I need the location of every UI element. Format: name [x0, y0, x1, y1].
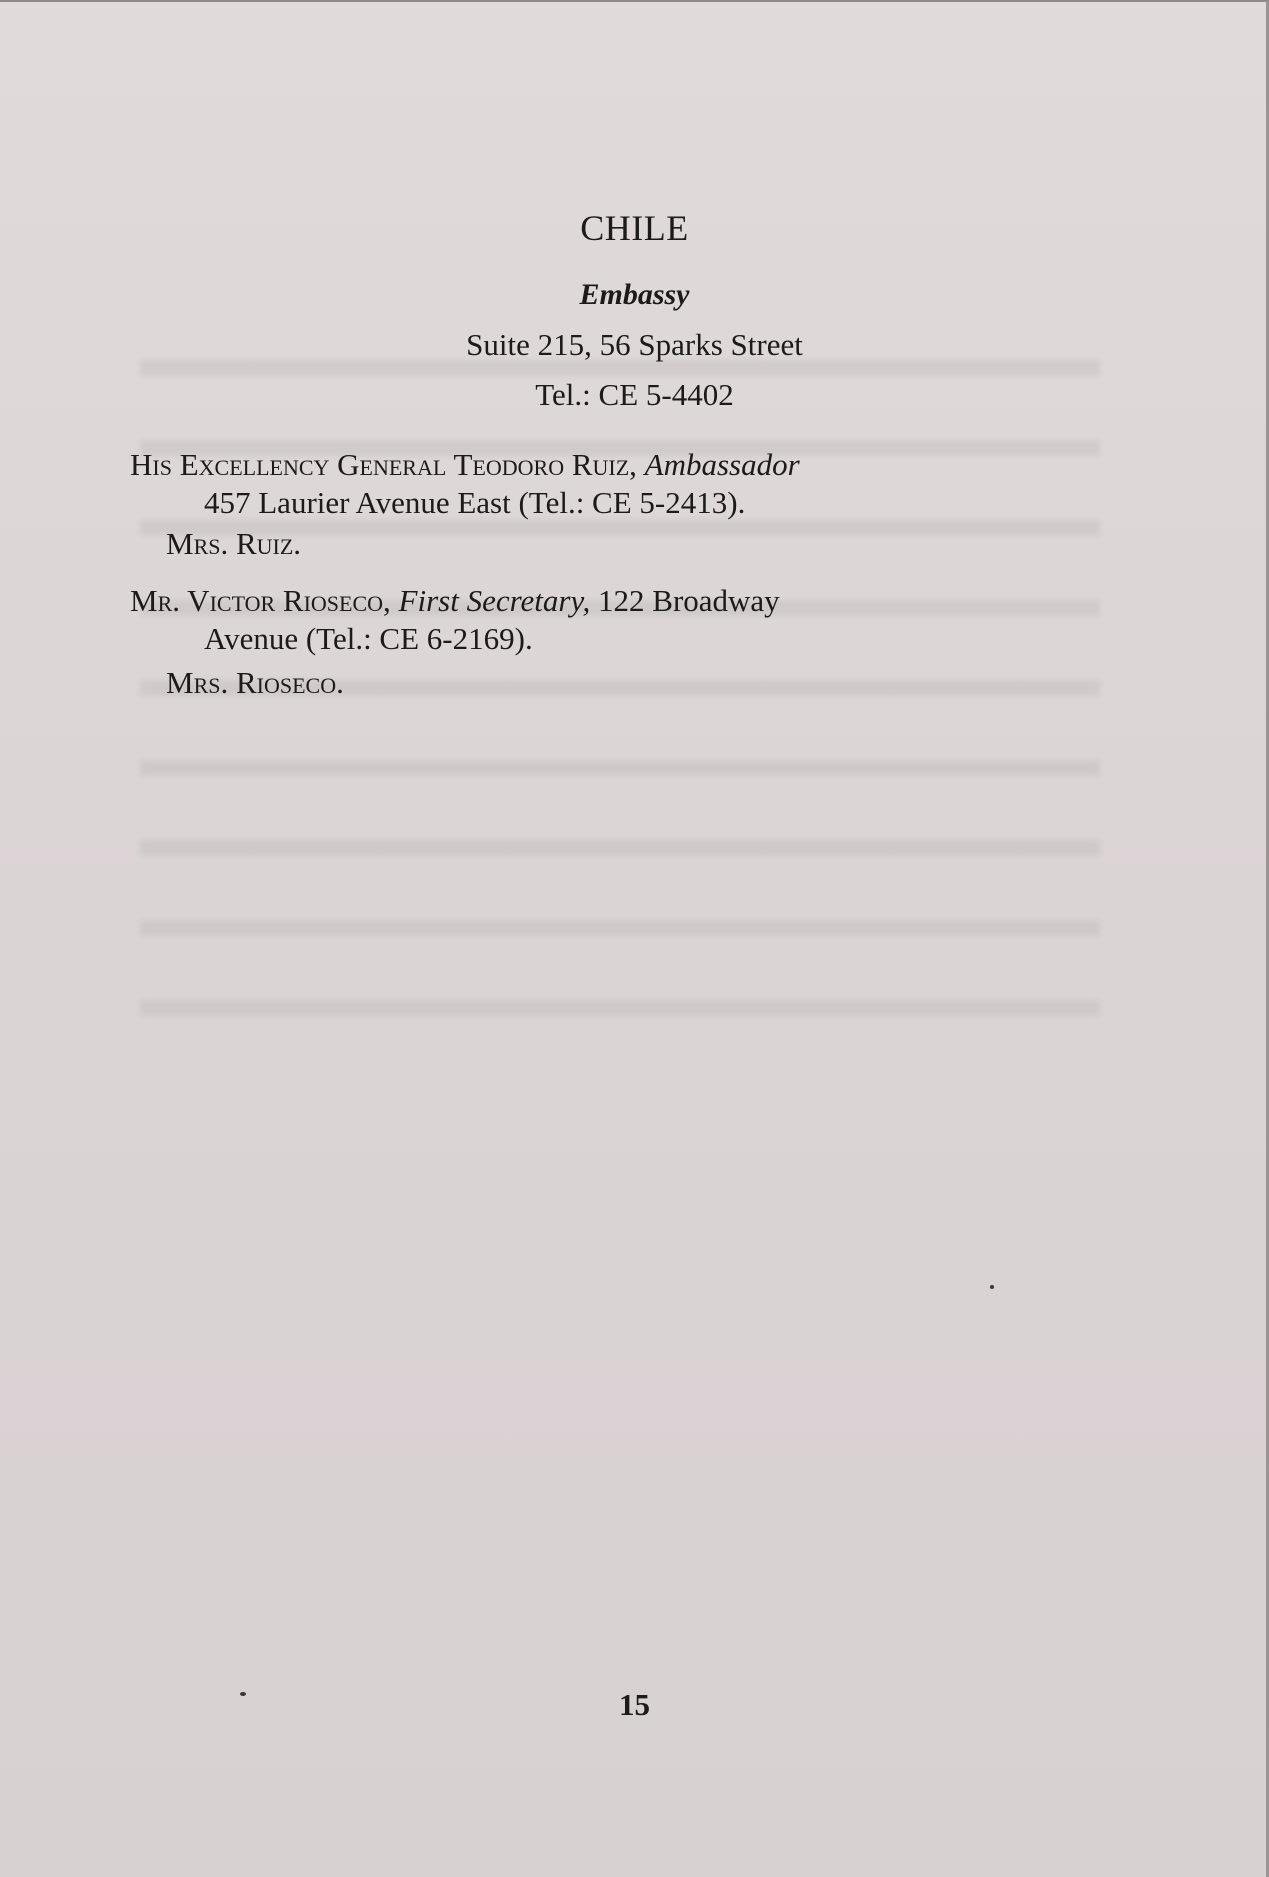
embassy-address: Suite 215, 56 Sparks Street: [466, 327, 803, 362]
entry-first-line: [130, 582, 1080, 620]
paper-speck: [990, 1285, 994, 1289]
entry-first-line: [130, 446, 1080, 484]
person-title: Ambassador: [644, 447, 800, 482]
entry-detail: 457 Laurier Avenue East (Tel.: CE 5-2413).: [204, 485, 746, 520]
person-name: His Excellency General Teodoro Ruiz,: [130, 447, 637, 482]
page-number: 15: [619, 1687, 650, 1722]
person-title: First Secretary,: [398, 583, 591, 618]
entry-detail: Avenue (Tel.: CE 6-2169).: [204, 621, 533, 656]
embassy-telephone: Tel.: CE 5-4402: [535, 377, 734, 412]
spouse-name: Mrs. Ruiz.: [166, 526, 302, 561]
person-name: Mr. Victor Rioseco,: [130, 583, 391, 618]
paper-speck: [240, 1692, 246, 1696]
first-secretary-entry: [130, 582, 1080, 658]
ambassador-entry: [130, 446, 1080, 522]
embassy-subtitle: Embassy: [579, 278, 690, 311]
spouse-name: Mrs. Rioseco.: [166, 665, 344, 700]
entry-detail-start: 122 Broadway: [598, 583, 780, 618]
country-heading: CHILE: [580, 208, 689, 248]
